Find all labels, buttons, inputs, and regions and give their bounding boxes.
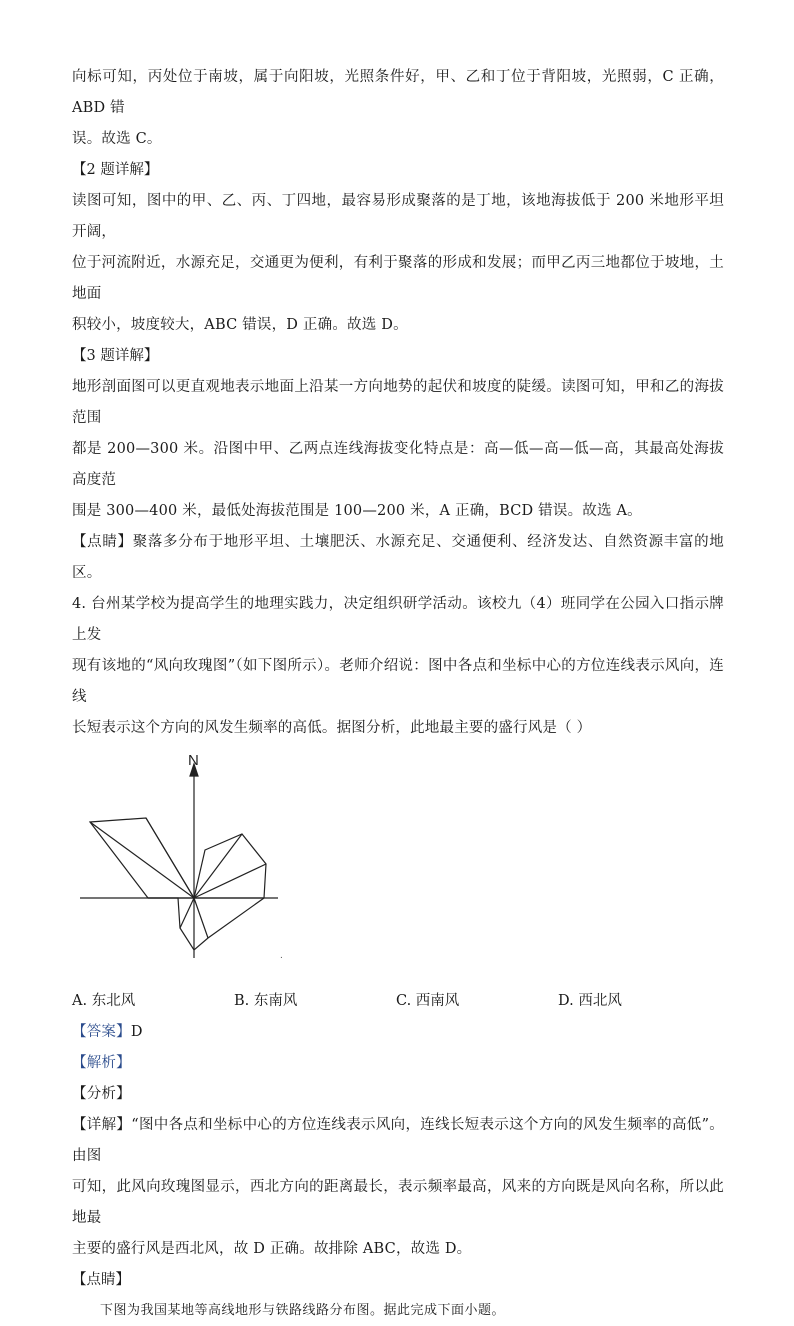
option-a: A. 东北风 [72, 993, 136, 1009]
wind-rose-figure [80, 752, 310, 982]
q4-line-3: 长短表示这个方向的风发生频率的高低。据图分析，此地最主要的盛行风是（ ） [72, 720, 592, 736]
q4-line-2: 现有该地的“风向玫瑰图”（如下图所示）。老师介绍说：图中各点和坐标中心的方位连线表示风向，连线 [72, 658, 724, 705]
document-page [72, 62, 724, 1326]
q2-line-1: 读图可知，图中的甲、乙、丙、丁四地，最容易形成聚落的是丁地，该地海拔低于 200 米地形平坦开阔， [72, 193, 724, 240]
detail-line-1 [72, 1110, 724, 1172]
answer-row [72, 1017, 724, 1048]
detail-line-3: 主要的盛行风是西北风，故 D 正确。故排除 ABC，故选 D。 [72, 1241, 472, 1257]
answer-label: 【答案】 [72, 1024, 131, 1040]
spoke-nw [90, 822, 194, 898]
spoke-sse [194, 898, 208, 938]
answer-value: D [130, 1024, 143, 1040]
q4-line-1: 4. 台州某学校为提高学生的地理实践力，决定组织研学活动。该校九（4）班同学在公园入口指示牌上发 [72, 596, 724, 643]
spoke-ene [194, 864, 266, 898]
q1-detail-line-1: 向标可知，丙处位于南坡，属于向阳坡，光照条件好，甲、乙和丁位于背阳坡，光照弱，C 正确，ABD 错 [72, 69, 724, 116]
q2-line-3: 积较小，坡度较大，ABC 错误，D 正确。故选 D。 [72, 317, 408, 333]
detail-line-2: 可知，此风向玫瑰图显示，西北方向的距离最长，表示频率最高，风来的方向既是风向名称，所以此地最 [72, 1179, 724, 1226]
analysis-label: 【解析】 [72, 1055, 131, 1071]
wind-rose-diagram [80, 752, 310, 982]
q2-line-2: 位于河流附近，水源充足，交通更为便利，有利于聚落的形成和发展；而甲乙丙三地都位于坡地，土地面 [72, 255, 724, 302]
analysis2-label: 【分析】 [72, 1086, 131, 1102]
q3-line-2: 都是 200—300 米。沿图中甲、乙两点连线海拔变化特点是：高—低—高—低—高，其最高处海拔高度范 [72, 441, 724, 488]
spoke-ssw [180, 898, 194, 928]
q3-header: 【3 题详解】 [72, 348, 159, 364]
q3-line-1: 地形剖面图可以更直观地表示地面上沿某一方向地势的起伏和坡度的陡缓。读图可知，甲和乙的海拔范围 [72, 379, 724, 426]
pointer-1-text: 聚落多分布于地形平坦、土壤肥沃、水源充足、交通便利、经济发达、自然资源丰富的地区。 [72, 534, 724, 581]
north-label: N [188, 752, 199, 769]
q1-detail-line-2: 误。故选 C。 [72, 131, 162, 147]
spoke-nnw [146, 818, 194, 898]
option-d: D. 西北风 [558, 993, 622, 1009]
option-c: C. 西南风 [396, 993, 460, 1009]
q3-line-3: 围是 300—400 米，最低处海拔范围是 100—200 米，A 正确，BCD 错误。故选 A。 [72, 503, 642, 519]
option-b: B. 东南风 [234, 993, 298, 1009]
q2-header: 【2 题详解】 [72, 162, 159, 178]
pointer-2-header: 【点睛】 [72, 1272, 130, 1288]
q4-options [72, 986, 724, 1017]
pointer-1-header: 【点睛】 [72, 534, 133, 550]
detail-text-1: “图中各点和坐标中心的方位连线表示风向，连线长短表示这个方向的风发生频率的高低”。由图 [72, 1117, 724, 1164]
next-question-caption: 下图为我国某地等高线地形与铁路线路分布图。据此完成下面小题。 [100, 1303, 506, 1318]
figure-mark: . [280, 950, 283, 961]
detail-label: 【详解】 [72, 1117, 132, 1133]
pointer-1 [72, 527, 724, 589]
